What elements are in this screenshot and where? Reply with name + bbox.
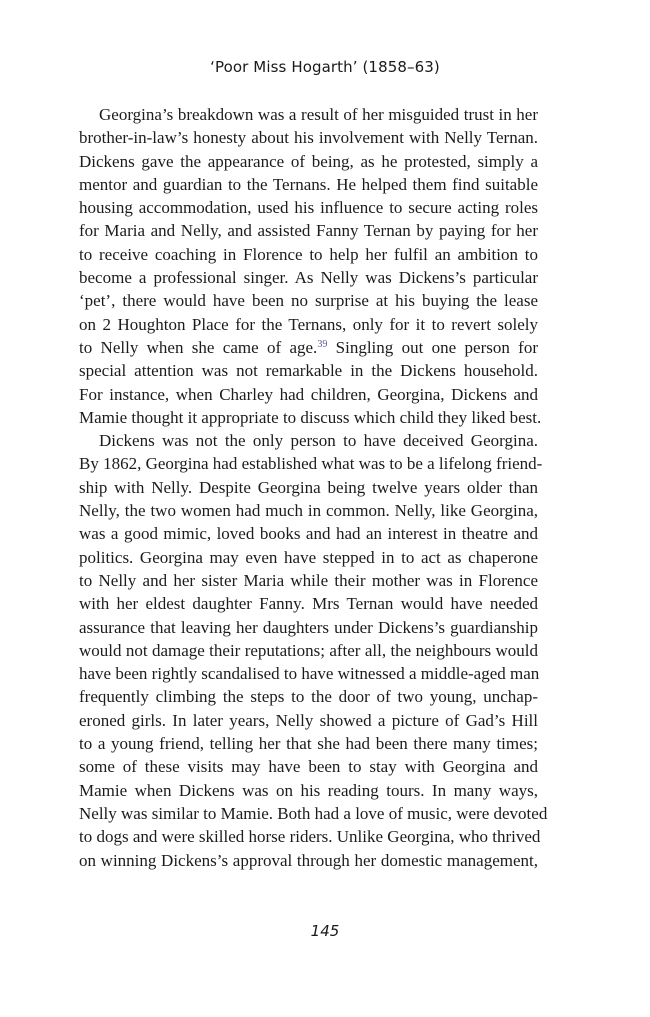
paragraph-2: [79, 429, 548, 872]
text-line: would not damage their reputations; after all, the neighbours would: [79, 640, 538, 660]
text-line: to receive coaching in Florence to help her fulfil an ambition to: [79, 244, 538, 264]
text-line: Nelly was similar to Mamie. Both had a love of music, were devoted: [79, 803, 548, 823]
text-line: some of these visits may have been to stay with Georgina and: [79, 757, 538, 777]
text-line: Nelly, the two women had much in common. Nelly, like Georgina,: [79, 501, 538, 521]
text-line: Georgina’s breakdown was a result of her misguided trust in her: [99, 105, 538, 124]
text-line: to dogs and were skilled horse riders. Unlike Georgina, who thrived: [79, 827, 541, 847]
text-line: on winning Dickens’s approval through her domestic management,: [79, 850, 538, 870]
text-line: housing accommodation, used his influence to secure acting roles: [79, 198, 538, 218]
text-line: to Nelly and her sister Maria while their mother was in Florence: [79, 570, 538, 590]
text-line: politics. Georgina may even have stepped in to act as chaperone: [79, 547, 538, 567]
text-line: special attention was not remarkable in the Dickens household.: [79, 361, 538, 381]
text-line: on 2 Houghton Place for the Ternans, only for it to revert solely: [79, 314, 538, 334]
text-line-with-note: [79, 336, 538, 359]
text-line: ship with Nelly. Despite Georgina being twelve years older than: [79, 477, 538, 497]
text-line: eroned girls. In later years, Nelly showed a picture of Gad’s Hill: [79, 710, 538, 730]
text-segment: Singling out one person for: [327, 337, 538, 357]
text-line: with her eldest daughter Fanny. Mrs Ternan would have needed: [79, 594, 538, 614]
paragraph-1: [79, 103, 542, 429]
text-line: For instance, when Charley had children, Georgina, Dickens and: [79, 384, 538, 404]
text-line: Mamie when Dickens was on his reading tours. In many ways,: [79, 780, 538, 800]
text-line: Dickens was not the only person to have deceived Georgina.: [99, 431, 538, 451]
page-number: 145: [310, 922, 340, 940]
text-segment: to Nelly when she came of age.: [79, 337, 318, 357]
text-line: was a good mimic, loved books and had an interest in theatre and: [79, 524, 538, 544]
text-line: By 1862, Georgina had established what was to be a lifelong friend-: [79, 454, 543, 474]
text-line: assurance that leaving her daughters under Dickens’s guardianship: [79, 617, 538, 637]
text-line: mentor and guardian to the Ternans. He helped them find suitable: [79, 174, 538, 194]
text-line: brother-in-law’s honesty about his involvement with Nelly Ternan.: [79, 128, 538, 148]
body-text: [79, 103, 548, 872]
text-line: to a young friend, telling her that she had been there many times;: [79, 734, 538, 754]
text-line: ‘pet’, there would have been no surprise at his buying the lease: [79, 291, 538, 311]
text-line: Dickens gave the appearance of being, as he protested, simply a: [79, 151, 538, 171]
text-line: for Maria and Nelly, and assisted Fanny Ternan by paying for her: [79, 221, 538, 241]
text-line: Mamie thought it appropriate to discuss which child they liked best.: [79, 407, 542, 427]
text-line: frequently climbing the steps to the door of two young, unchap-: [79, 687, 538, 707]
text-line: have been rightly scandalised to have witnessed a middle-aged man: [79, 664, 540, 684]
running-head: ‘Poor Miss Hogarth’ (1858–63): [210, 58, 440, 76]
text-line: become a professional singer. As Nelly was Dickens’s particular: [79, 268, 538, 288]
endnote-reference[interactable]: 39: [317, 338, 328, 350]
